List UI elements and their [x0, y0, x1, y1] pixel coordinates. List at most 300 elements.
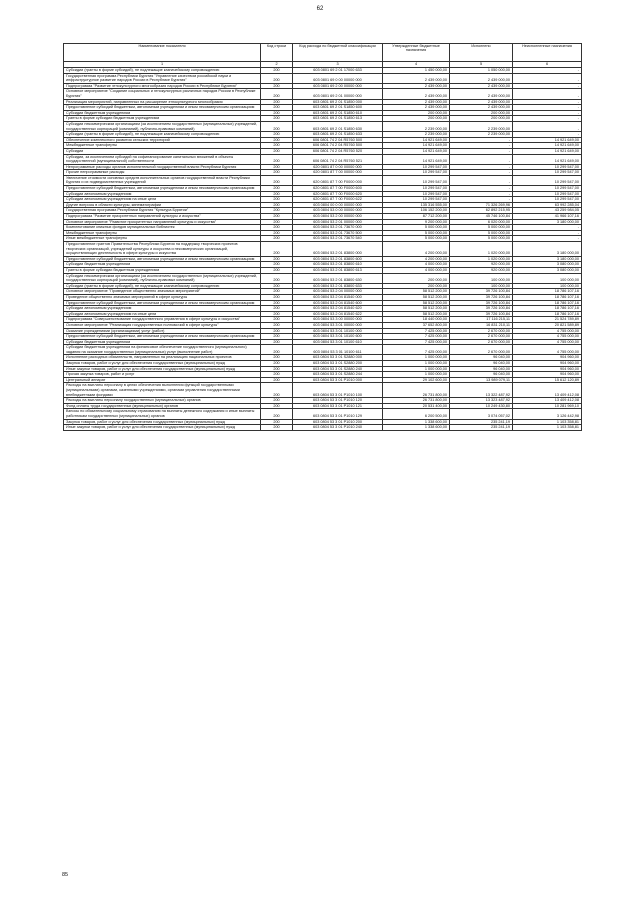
row-approved: 58 512 200,00 — [383, 311, 450, 317]
row-executed: 2 239 000,00 — [450, 132, 513, 138]
row-line-code: 200 — [261, 383, 293, 398]
row-name: Субсидии (гранты в форме субсидий), не подлежащие казначейскому сопровождению — [64, 283, 261, 289]
row-budget-code: 603 0804 53 3 01 P1010 120 — [293, 398, 383, 404]
row-line-code: 200 — [261, 219, 293, 225]
row-approved: 10 299 547,00 — [383, 175, 450, 185]
row-line-code: 200 — [261, 137, 293, 143]
row-remaining: 10 299 547,00 — [513, 197, 582, 203]
row-line-code: 200 — [261, 322, 293, 328]
row-executed: 2 670 000,00 — [450, 334, 513, 340]
row-name: Подпрограмма "Совершенствование государственного управления в сфере культуры и искусства" — [64, 317, 261, 323]
row-line-code: 200 — [261, 289, 293, 295]
row-remaining: 904 960,00 — [513, 361, 582, 367]
row-executed: 39 726 100,84 — [450, 294, 513, 300]
row-name: Прочая закупка товаров, работ и услуг — [64, 372, 261, 378]
table-row — [64, 328, 582, 334]
row-approved: 200 000,00 — [383, 273, 450, 283]
row-line-code: 200 — [261, 409, 293, 419]
table-row — [64, 322, 582, 328]
row-approved: 10 299 547,00 — [383, 197, 450, 203]
row-executed: - — [450, 170, 513, 176]
row-remaining: 18 786 107,16 — [513, 289, 582, 295]
row-executed: 13 322 487,92 — [450, 383, 513, 398]
row-line-code: 200 — [261, 214, 293, 220]
row-remaining: - — [513, 230, 582, 236]
row-budget-code: 620 0801 87 7 00 00000 000 — [293, 170, 383, 176]
row-approved: 1 000 000,00 — [383, 366, 450, 372]
row-executed: 235 241,19 — [450, 425, 513, 431]
table-row — [64, 202, 582, 208]
row-executed: 96 040,00 — [450, 355, 513, 361]
row-executed: 62 892 215,95 — [450, 208, 513, 214]
header-line-code: Код строки — [261, 44, 293, 62]
row-remaining: 14 921 649,00 — [513, 137, 582, 143]
row-remaining: 18 786 107,16 — [513, 306, 582, 312]
row-name: Исполнение расходных обязательств, направленных на реализацию национальных проектов — [64, 355, 261, 361]
table-row — [64, 99, 582, 105]
header-approved: Утвержденные бюджетные назначения — [383, 44, 450, 62]
row-budget-code: 603 0801 69 2 01 S1850 630 — [293, 121, 383, 131]
row-remaining: 18 786 107,16 — [513, 294, 582, 300]
row-remaining: 4 755 000,00 — [513, 345, 582, 355]
row-executed: 100 000,00 — [450, 273, 513, 283]
row-approved: 200 000,00 — [383, 116, 450, 122]
row-name: Субсидии автономным учреждениям на иные цели — [64, 311, 261, 317]
row-remaining: 3 126 442,98 — [513, 409, 582, 419]
row-remaining: 20 821 589,89 — [513, 322, 582, 328]
row-executed: 235 241,19 — [450, 419, 513, 425]
row-budget-code: 603 0804 53 3 01 P1010 121 — [293, 403, 383, 409]
table-row — [64, 383, 582, 398]
row-budget-code: 603 0804 53 3 01 P1010 240 — [293, 425, 383, 431]
row-name: Основное мероприятие "Проведение общественно значимых мероприятий" — [64, 289, 261, 295]
row-approved: 14 921 649,00 — [383, 137, 450, 143]
row-line-code: 200 — [261, 317, 293, 323]
row-remaining: 41 966 107,16 — [513, 214, 582, 220]
row-approved: 26 731 800,00 — [383, 398, 450, 404]
row-remaining: 14 921 649,00 — [513, 154, 582, 164]
row-approved: 58 512 200,00 — [383, 300, 450, 306]
row-budget-code: 603 0804 53 3 01 P1010 100 — [293, 383, 383, 398]
row-name: Основное мероприятие "Создание социальных и этнокультурных различных народов России в Республике Бурятия" — [64, 89, 261, 99]
row-line-code: 200 — [261, 339, 293, 345]
row-approved: 2 239 000,00 — [383, 121, 450, 131]
row-name: Другие вопросы в области культуры, кинематографии — [64, 202, 261, 208]
row-approved: 5 000 000,00 — [383, 230, 450, 236]
row-budget-code: 603 0804 53 3 01 P1010 000 — [293, 377, 383, 383]
row-budget-code: 603 0804 53 3 01 10100 600 — [293, 334, 383, 340]
row-remaining: 15 612 120,89 — [513, 377, 582, 383]
row-budget-code: 603 0804 53 3 01 10100 000 — [293, 328, 383, 334]
row-name: Предоставление субсидий бюджетным, автономным учреждениям и иным некоммерческим организациям — [64, 105, 261, 111]
row-budget-code: 603 0804 53 3 01 S2880 200 — [293, 361, 383, 367]
row-remaining: 10 299 547,00 — [513, 191, 582, 197]
table-row — [64, 68, 582, 74]
table-row — [64, 214, 582, 220]
row-line-code: 200 — [261, 306, 293, 312]
row-budget-code: 603 0801 69 2 01 S1850 610 — [293, 110, 383, 116]
row-budget-code: 603 0804 53 2 01 00000 000 — [293, 219, 383, 225]
row-name: Межбюджетные трансферты — [64, 230, 261, 236]
row-name: Иные закупки товаров, работ и услуг для обеспечения государственных (муниципальных) нужд — [64, 366, 261, 372]
row-line-code: 200 — [261, 202, 293, 208]
row-name: Субсидии, за исключением субсидий на софинансирование капитальных вложений в объекты государственной (муниципальной) собственности — [64, 154, 261, 164]
row-approved: 7 425 000,00 — [383, 334, 450, 340]
row-approved: 2 439 000,00 — [383, 105, 450, 111]
row-remaining: 4 755 000,00 — [513, 339, 582, 345]
row-approved: 10 299 547,00 — [383, 186, 450, 192]
row-budget-code: 603 0801 69 2 01 S1850 000 — [293, 99, 383, 105]
row-approved: 1 000 000,00 — [383, 372, 450, 378]
row-name: Субсидии бюджетным учреждениям на финансовое обеспечение государственного (муниципального) задания на оказание государственных (муниципальных) услуг (выполнение работ) — [64, 345, 261, 355]
row-remaining: 904 960,00 — [513, 355, 582, 361]
row-budget-code: 603 0804 53 0 00 00000 000 — [293, 208, 383, 214]
row-name: Предоставление субсидий бюджетным, автономным учреждениям и иным некоммерческим организациям — [64, 256, 261, 262]
row-executed: 100 000,00 — [450, 283, 513, 289]
row-budget-code: 603 0804 53 2 04 81540 620 — [293, 306, 383, 312]
row-remaining: - — [513, 132, 582, 138]
row-name: Расходы на выплаты персоналу государственных (муниципальных) органов — [64, 398, 261, 404]
row-line-code: 200 — [261, 273, 293, 283]
row-executed: - — [450, 197, 513, 203]
row-approved: 200 000,00 — [383, 283, 450, 289]
row-name: Реализация мероприятий, направленных на расширение этнокультурного многообразия — [64, 99, 261, 105]
row-remaining: - — [513, 89, 582, 99]
row-name: Обеспечение комплексного развития сельских территорий — [64, 137, 261, 143]
header-executed: Исполнено — [450, 44, 513, 62]
row-line-code: 200 — [261, 191, 293, 197]
row-executed: 1 050 000,00 — [450, 68, 513, 74]
row-executed: 5 000 000,00 — [450, 236, 513, 242]
row-line-code: 200 — [261, 355, 293, 361]
row-remaining: 3 080 000,00 — [513, 267, 582, 273]
row-approved: 87 712 200,00 — [383, 214, 450, 220]
row-name: Субсидии автономным учреждениям — [64, 191, 261, 197]
row-line-code: 200 — [261, 175, 293, 185]
row-name: Субсидии автономным учреждениям на иные цели — [64, 197, 261, 203]
row-approved: 4 200 000,00 — [383, 256, 450, 262]
row-line-code: 200 — [261, 366, 293, 372]
table-row — [64, 300, 582, 306]
row-budget-code: 603 0804 53 2 04 81540 000 — [293, 294, 383, 300]
column-number: 6 — [513, 62, 582, 68]
row-executed: - — [450, 143, 513, 149]
row-executed: 96 040,00 — [450, 361, 513, 367]
row-remaining: - — [513, 99, 582, 105]
table-row — [64, 355, 582, 361]
row-executed: 2 439 000,00 — [450, 83, 513, 89]
row-approved: 58 512 200,00 — [383, 294, 450, 300]
table-row — [64, 83, 582, 89]
row-name: Субсидии бюджетным учреждениям — [64, 262, 261, 268]
row-name: Иные закупки товаров, работ и услуг для обеспечения государственных (муниципальных) нужд — [64, 425, 261, 431]
row-approved: 135 316 555,00 — [383, 202, 450, 208]
row-line-code: 200 — [261, 345, 293, 355]
row-budget-code: 603 0801 69 2 01 S1850 613 — [293, 116, 383, 122]
row-name: Центральный аппарат — [64, 377, 261, 383]
row-executed: 39 726 100,84 — [450, 311, 513, 317]
row-name: Гранты в форме субсидии бюджетным учреждениям — [64, 116, 261, 122]
row-executed: 2 439 000,00 — [450, 105, 513, 111]
row-name: Субсидии бюджетным учреждениям — [64, 110, 261, 116]
row-remaining: 3 180 000,00 — [513, 219, 582, 225]
row-name: Субсидии (гранты в форме субсидий), не подлежащие казначейскому сопровождению — [64, 68, 261, 74]
table-row — [64, 361, 582, 367]
row-line-code: 200 — [261, 377, 293, 383]
row-budget-code: 603 0804 53 2 04 81540 622 — [293, 311, 383, 317]
table-row — [64, 273, 582, 283]
row-budget-code: 603 0804 53 2 01 83800 600 — [293, 256, 383, 262]
row-budget-code: 603 0804 53 3 01 S2880 240 — [293, 366, 383, 372]
row-line-code: 200 — [261, 230, 293, 236]
row-budget-code: 603 0801 69 0 00 00000 000 — [293, 73, 383, 83]
row-budget-code: 603 0804 53 3 00 00000 000 — [293, 317, 383, 323]
row-remaining: 43 259 984,05 — [513, 208, 582, 214]
row-approved: 1 338 600,00 — [383, 419, 450, 425]
row-line-code: 200 — [261, 311, 293, 317]
row-approved: 200 000,00 — [383, 110, 450, 116]
row-name: Основное мероприятие "Реализация государственных полномочий в сфере культуры" — [64, 322, 261, 328]
row-line-code: 200 — [261, 403, 293, 409]
row-executed: - — [450, 148, 513, 154]
row-budget-code: 603 0801 69 2 01 S1850 633 — [293, 132, 383, 138]
row-remaining: 1 103 358,81 — [513, 419, 582, 425]
row-name: Непрограммные расходы органов исполнительной государственной власти Республики Бурятия — [64, 164, 261, 170]
row-approved: 4 000 000,00 — [383, 262, 450, 268]
row-approved: 2 439 000,00 — [383, 83, 450, 89]
row-approved: 5 000 000,00 — [383, 236, 450, 242]
table-row — [64, 73, 582, 83]
row-budget-code: 606 0801 74 2 04 R5760 500 — [293, 137, 383, 143]
row-line-code: 200 — [261, 89, 293, 99]
row-executed: 2 670 000,00 — [450, 339, 513, 345]
header-indicator-name: Наименование показателя — [64, 44, 261, 62]
row-name: Проведение общественно значимых мероприятий в сфере культуры — [64, 294, 261, 300]
row-name: Предоставление субсидий бюджетным, автономным учреждениям и иным некоммерческим организациям — [64, 186, 261, 192]
row-name: Иные межбюджетные трансферты — [64, 236, 261, 242]
row-name: Фонд оплаты труда государственных (муниципальных) органов — [64, 403, 261, 409]
row-line-code: 200 — [261, 68, 293, 74]
row-remaining: 100 000,00 — [513, 273, 582, 283]
table-row — [64, 154, 582, 164]
row-approved: 5 000 000,00 — [383, 225, 450, 231]
row-remaining: 21 524 789,89 — [513, 317, 582, 323]
row-name: Расходы на выплаты персоналу в целях обеспечения выполнения функций государственными (муниципальными) органами, казенными учреждениями, органами управления государственными внебюджетными фондами — [64, 383, 261, 398]
row-budget-code: 620 0801 87 0 00 00000 000 — [293, 164, 383, 170]
row-executed: 71 326 269,96 — [450, 202, 513, 208]
row-name: Межбюджетные трансферты — [64, 143, 261, 149]
row-line-code: 200 — [261, 262, 293, 268]
row-budget-code: 603 0804 53 2 01 73670 000 — [293, 225, 383, 231]
row-line-code: 200 — [261, 398, 293, 404]
row-budget-code: 603 0804 53 2 01 83800 633 — [293, 283, 383, 289]
row-executed: 16 831 210,11 — [450, 322, 513, 328]
row-remaining: 904 960,00 — [513, 366, 582, 372]
row-approved: 9 200 000,00 — [383, 219, 450, 225]
row-name: Субсидии некоммерческим организациям (за исключением государственных (муниципальных) учреждений, государственных корпораций (компаний), публично-правовых компаний) — [64, 121, 261, 131]
row-approved: 2 439 000,00 — [383, 89, 450, 99]
row-name: Предоставление субсидий бюджетным, автономным учреждениям и иным некоммерческим организациям — [64, 334, 261, 340]
column-number: 5 — [450, 62, 513, 68]
row-approved: 10 299 547,00 — [383, 164, 450, 170]
row-remaining: 904 960,00 — [513, 372, 582, 378]
row-budget-code: 603 0804 53 3 01 S2880 244 — [293, 372, 383, 378]
row-line-code: 200 — [261, 256, 293, 262]
row-approved: 14 921 649,00 — [383, 148, 450, 154]
row-line-code: 200 — [261, 294, 293, 300]
table-row — [64, 105, 582, 111]
row-budget-code: 603 0804 53 2 01 73670 500 — [293, 230, 383, 236]
row-remaining: 10 299 547,00 — [513, 170, 582, 176]
row-line-code: 200 — [261, 83, 293, 89]
row-name: Субсидии (гранты в форме субсидий), не подлежащие казначейскому сопровождению — [64, 132, 261, 138]
row-approved: 58 512 200,00 — [383, 306, 450, 312]
row-executed: 10 249 430,80 — [450, 403, 513, 409]
row-executed: 39 726 100,84 — [450, 300, 513, 306]
row-name: Прочие непрограммные расходы — [64, 170, 261, 176]
table-row — [64, 267, 582, 273]
row-approved: 1 000 000,00 — [383, 355, 450, 361]
row-name: Комплектование книжных фондов муниципальных библиотек — [64, 225, 261, 231]
table-row — [64, 294, 582, 300]
row-remaining: 14 921 649,00 — [513, 148, 582, 154]
table-row — [64, 225, 582, 231]
row-name: Взносы по обязательному социальному страхованию на выплаты денежного содержания и иные выплаты работникам государственных (муниципальных) органов — [64, 409, 261, 419]
row-budget-code: 603 0804 00 0 00 00000 000 — [293, 202, 383, 208]
row-executed: 2 670 000,00 — [450, 328, 513, 334]
budget-execution-table — [63, 43, 582, 431]
row-executed: 2 239 000,00 — [450, 121, 513, 131]
row-executed: 1 020 000,00 — [450, 256, 513, 262]
row-budget-code: 603 0801 69 2 00 00000 000 — [293, 83, 383, 89]
table-row — [64, 242, 582, 257]
row-executed: 5 000 000,00 — [450, 230, 513, 236]
row-executed: 3 074 057,02 — [450, 409, 513, 419]
row-budget-code: 603 0804 53 3 01 10100 611 — [293, 345, 383, 355]
row-executed: 5 000 000,00 — [450, 225, 513, 231]
table-row — [64, 398, 582, 404]
row-budget-code: 603 0804 53 2 01 73670 540 — [293, 236, 383, 242]
row-approved: 1 338 600,00 — [383, 425, 450, 431]
row-remaining: - — [513, 225, 582, 231]
table-row — [64, 89, 582, 99]
row-executed: 13 989 079,11 — [450, 377, 513, 383]
row-line-code: 200 — [261, 236, 293, 242]
row-line-code: 200 — [261, 105, 293, 111]
row-executed: 920 000,00 — [450, 267, 513, 273]
row-line-code: 200 — [261, 73, 293, 83]
row-name: Подпрограмма "Развитие приоритетных направлений культуры и искусства" — [64, 214, 261, 220]
row-approved: 10 299 547,00 — [383, 191, 450, 197]
row-line-code: 200 — [261, 116, 293, 122]
row-budget-code: 603 0801 69 2 01 S1850 600 — [293, 105, 383, 111]
row-executed: 2 439 000,00 — [450, 89, 513, 99]
row-name: Подпрограмма "Развитие этнокультурного многообразия народов России в Республике Бурятия" — [64, 83, 261, 89]
table-row — [64, 289, 582, 295]
row-budget-code: 603 0804 53 2 01 83800 610 — [293, 262, 383, 268]
row-executed: 13 323 487,92 — [450, 398, 513, 404]
row-budget-code: 620 0801 87 7 00 F0000 600 — [293, 186, 383, 192]
row-budget-code: 620 0801 87 7 00 F0000 620 — [293, 191, 383, 197]
row-name: Субсидии некоммерческим организациям (за исключением государственных (муниципальных) учреждений, государственных корпораций (компаний), публично-правовых компаний) — [64, 273, 261, 283]
row-executed: 96 040,00 — [450, 372, 513, 378]
row-line-code: 200 — [261, 300, 293, 306]
row-line-code: 200 — [261, 164, 293, 170]
row-budget-code: 620 0801 87 7 00 F0000 622 — [293, 197, 383, 203]
row-executed: 1 020 000,00 — [450, 242, 513, 257]
row-name: Субсидии бюджетным учреждениям — [64, 339, 261, 345]
table-row — [64, 366, 582, 372]
row-approved: 7 425 000,00 — [383, 339, 450, 345]
row-executed: 2 439 000,00 — [450, 73, 513, 83]
row-line-code: 200 — [261, 242, 293, 257]
row-line-code: 200 — [261, 372, 293, 378]
row-budget-code: 603 0801 69 2 01 17000 633 — [293, 68, 383, 74]
row-approved: 4 000 000,00 — [383, 267, 450, 273]
row-approved: 2 439 000,00 — [383, 73, 450, 83]
row-remaining: - — [513, 105, 582, 111]
row-name: Основное мероприятие "Развитие приоритетных направлений культуры и искусства" — [64, 219, 261, 225]
row-remaining: 10 299 547,00 — [513, 175, 582, 185]
page-number-bottom: 85 — [62, 872, 69, 878]
row-executed: 2 670 000,00 — [450, 345, 513, 355]
row-budget-code: 603 0804 53 2 01 83800 000 — [293, 242, 383, 257]
row-budget-code: 603 0801 69 2 01 00000 000 — [293, 89, 383, 99]
row-remaining: 18 786 107,16 — [513, 300, 582, 306]
row-budget-code: 603 0804 53 2 00 00000 000 — [293, 214, 383, 220]
row-approved: 58 512 200,00 — [383, 289, 450, 295]
row-executed: 45 746 100,84 — [450, 214, 513, 220]
row-line-code: 200 — [261, 361, 293, 367]
column-number: 4 — [383, 62, 450, 68]
row-approved: 10 299 547,00 — [383, 170, 450, 176]
row-budget-code: 606 0801 74 2 04 R5760 500 — [293, 143, 383, 149]
row-line-code: 200 — [261, 225, 293, 231]
row-remaining: - — [513, 121, 582, 131]
table-row — [64, 419, 582, 425]
row-line-code: 200 — [261, 132, 293, 138]
row-approved: 2 439 000,00 — [383, 99, 450, 105]
row-name: Закупка товаров, работ и услуг для обеспечения государственных (муниципальных) нужд — [64, 361, 261, 367]
row-name: Гранты в форме субсидии бюджетным учреждениям — [64, 267, 261, 273]
row-budget-code: 603 0804 53 3 01 00000 000 — [293, 322, 383, 328]
row-remaining: - — [513, 116, 582, 122]
row-line-code: 200 — [261, 328, 293, 334]
table-row — [64, 425, 582, 431]
table-row — [64, 409, 582, 419]
row-line-code: 200 — [261, 334, 293, 340]
row-executed: - — [450, 186, 513, 192]
row-remaining: 10 281 969,10 — [513, 403, 582, 409]
row-line-code: 200 — [261, 110, 293, 116]
row-line-code: 200 — [261, 419, 293, 425]
row-remaining: 3 080 000,00 — [513, 262, 582, 268]
row-name: Субсидии — [64, 148, 261, 154]
row-approved: 26 731 800,00 — [383, 383, 450, 398]
row-budget-code: 606 0801 74 2 04 R5760 521 — [293, 154, 383, 164]
row-remaining: - — [513, 236, 582, 242]
row-remaining: 4 755 000,00 — [513, 334, 582, 340]
row-executed: 920 000,00 — [450, 262, 513, 268]
row-budget-code: 603 0804 53 3 01 P1010 129 — [293, 409, 383, 419]
row-name: Закупка товаров, работ и услуг для обеспечения государственных (муниципальных) нужд — [64, 419, 261, 425]
table-row — [64, 219, 582, 225]
row-budget-code: 603 0804 53 3 01 P1010 200 — [293, 419, 383, 425]
row-approved: 106 152 200,00 — [383, 208, 450, 214]
row-approved: 29 102 600,00 — [383, 377, 450, 383]
row-executed: - — [450, 191, 513, 197]
row-executed: - — [450, 175, 513, 185]
